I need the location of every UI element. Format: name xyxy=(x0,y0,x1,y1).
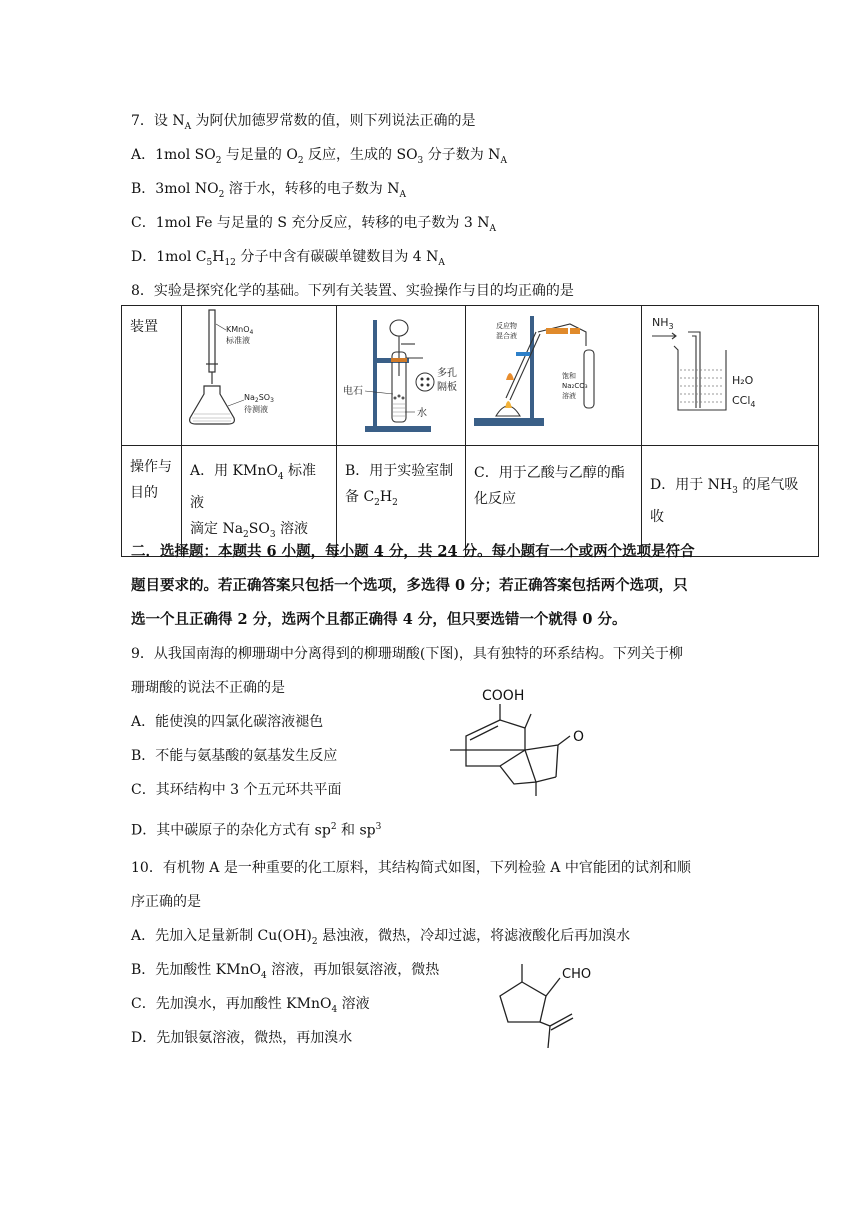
acetylene-generator-image xyxy=(337,306,465,441)
q8-stem: 8．实验是探究化学的基础。下列有关装置、实验操作与目的均正确的是 xyxy=(131,283,574,299)
q10-option-d: D．先加银氨溶液，微热，再加溴水 xyxy=(131,1030,353,1046)
svg-text:KMnO4: KMnO$_4$ xyxy=(226,325,254,336)
svg-text:Na2SO3: $Na_2SO_3$ xyxy=(244,393,274,404)
q7-option-c: C．1mol Fe 与足量的 S 充分反应，转移的电子数为 3 $N_A$ xyxy=(131,215,496,234)
q8-option-a: A．用 KMnO$_4$ 标准液 滴定 $Na_2SO_3$ 溶液 xyxy=(182,446,337,557)
q10-stem-line1: 10．有机物 A 是一种重要的化工原料，其结构简式如图，下列检验 A 中官能团的试剂和顺 xyxy=(131,860,691,876)
section2-line1: 二．选择题：本题共 6 小题，每小题 4 分，共 24 分。每小题有一个或两个选项是符合 xyxy=(131,543,695,560)
svg-text:Na₂CO₃: Na₂CO₃ xyxy=(562,382,588,390)
q7-stem: 7．设 $N_A$ 为阿伏加德罗常数的值，则下列说法正确的是 xyxy=(131,113,476,132)
svg-text:标准液: 标准液 xyxy=(226,336,250,345)
q10-option-a: A．先加入足量新制 $Cu(OH)_2$ 悬浊液，微热，冷却过滤，将滤液酸化后再加溴水 xyxy=(131,928,631,947)
q9-structure-image xyxy=(430,680,600,805)
svg-text:H₂O: H₂O xyxy=(732,374,754,387)
q9-option-d: D．其中碳原子的杂化方式有 $sp^2$ 和 $sp^3$ xyxy=(131,822,382,839)
q10-option-c: C．先加溴水，再加酸性 KMnO$_4$ 溶液 xyxy=(131,996,370,1015)
q10-option-b: B．先加酸性 KMnO$_4$ 溶液，再加银氨溶液，微热 xyxy=(131,962,440,981)
q10-structure-image xyxy=(490,956,630,1056)
q10-stem-line2: 序正确的是 xyxy=(131,894,201,910)
apparatus-b xyxy=(337,306,466,446)
svg-text:饱和: 饱和 xyxy=(562,372,576,380)
svg-text:CCl4: CCl$_4$ xyxy=(732,394,756,409)
q8-option-c: C．用于乙酸与乙醇的酯 化反应 xyxy=(466,446,642,557)
q9-option-c: C．其环结构中 3 个五元环共平面 xyxy=(131,782,342,798)
q8-option-b: B．用于实验室制 备 $C_2H_2$ xyxy=(337,446,466,557)
q9-stem-line1: 9．从我国南海的柳珊瑚中分离得到的柳珊瑚酸(下图)，具有独特的环系结构。下列关于柳 xyxy=(131,646,683,662)
svg-text:反应物: 反应物 xyxy=(496,322,517,330)
svg-text:待测液: 待测液 xyxy=(244,405,268,414)
section2-line3: 选一个且正确得 2 分，选两个且都正确得 4 分，但只要选错一个就得 0 分。 xyxy=(131,611,627,628)
svg-text:混合液: 混合液 xyxy=(496,332,517,340)
q7-option-d: D．1mol $C_5H_{12}$ 分子中含有碳碳单键数目为 4 $N_A$ xyxy=(131,249,445,268)
q7-option-b: B．3mol $NO_2$ 溶于水，转移的电子数为 $N_A$ xyxy=(131,181,406,200)
q7-option-a: A．1mol $SO_2$ 与足量的 $O_2$ 反应，生成的 $SO_3$ 分子数为 $N_A$ xyxy=(131,147,507,166)
q8-row-label-operation: 操作与 目的 xyxy=(122,446,182,557)
svg-text:NH3: $NH_3$ xyxy=(652,316,674,331)
q9-option-b: B．不能与氨基酸的氨基发生反应 xyxy=(131,748,338,764)
q8-table xyxy=(121,305,819,557)
svg-text:COOH: COOH xyxy=(482,688,525,704)
q8-row-label-apparatus: 装置 xyxy=(122,306,182,446)
nh3-absorption-apparatus-image xyxy=(642,306,818,441)
q9-stem-line2: 珊瑚酸的说法不正确的是 xyxy=(131,680,285,696)
apparatus-c xyxy=(466,306,642,446)
svg-text:隔板: 隔板 xyxy=(437,382,457,393)
q8-option-d: D．用于 $NH_3$ 的尾气吸收 xyxy=(642,446,819,557)
q9-option-a: A．能使溴的四氯化碳溶液褪色 xyxy=(131,714,324,730)
svg-text:电石: 电石 xyxy=(343,386,363,397)
esterification-apparatus-image xyxy=(466,306,641,441)
section2-line2: 题目要求的。若正确答案只包括一个选项，多选得 0 分；若正确答案包括两个选项，只 xyxy=(131,577,688,594)
titration-apparatus-image xyxy=(182,306,336,441)
apparatus-d xyxy=(642,306,819,446)
svg-text:溶液: 溶液 xyxy=(562,392,576,400)
svg-text:多孔: 多孔 xyxy=(437,368,457,379)
apparatus-a xyxy=(182,306,337,446)
svg-text:O: O xyxy=(573,729,585,745)
svg-text:CHO: CHO xyxy=(562,967,592,982)
svg-text:水: 水 xyxy=(417,408,427,419)
